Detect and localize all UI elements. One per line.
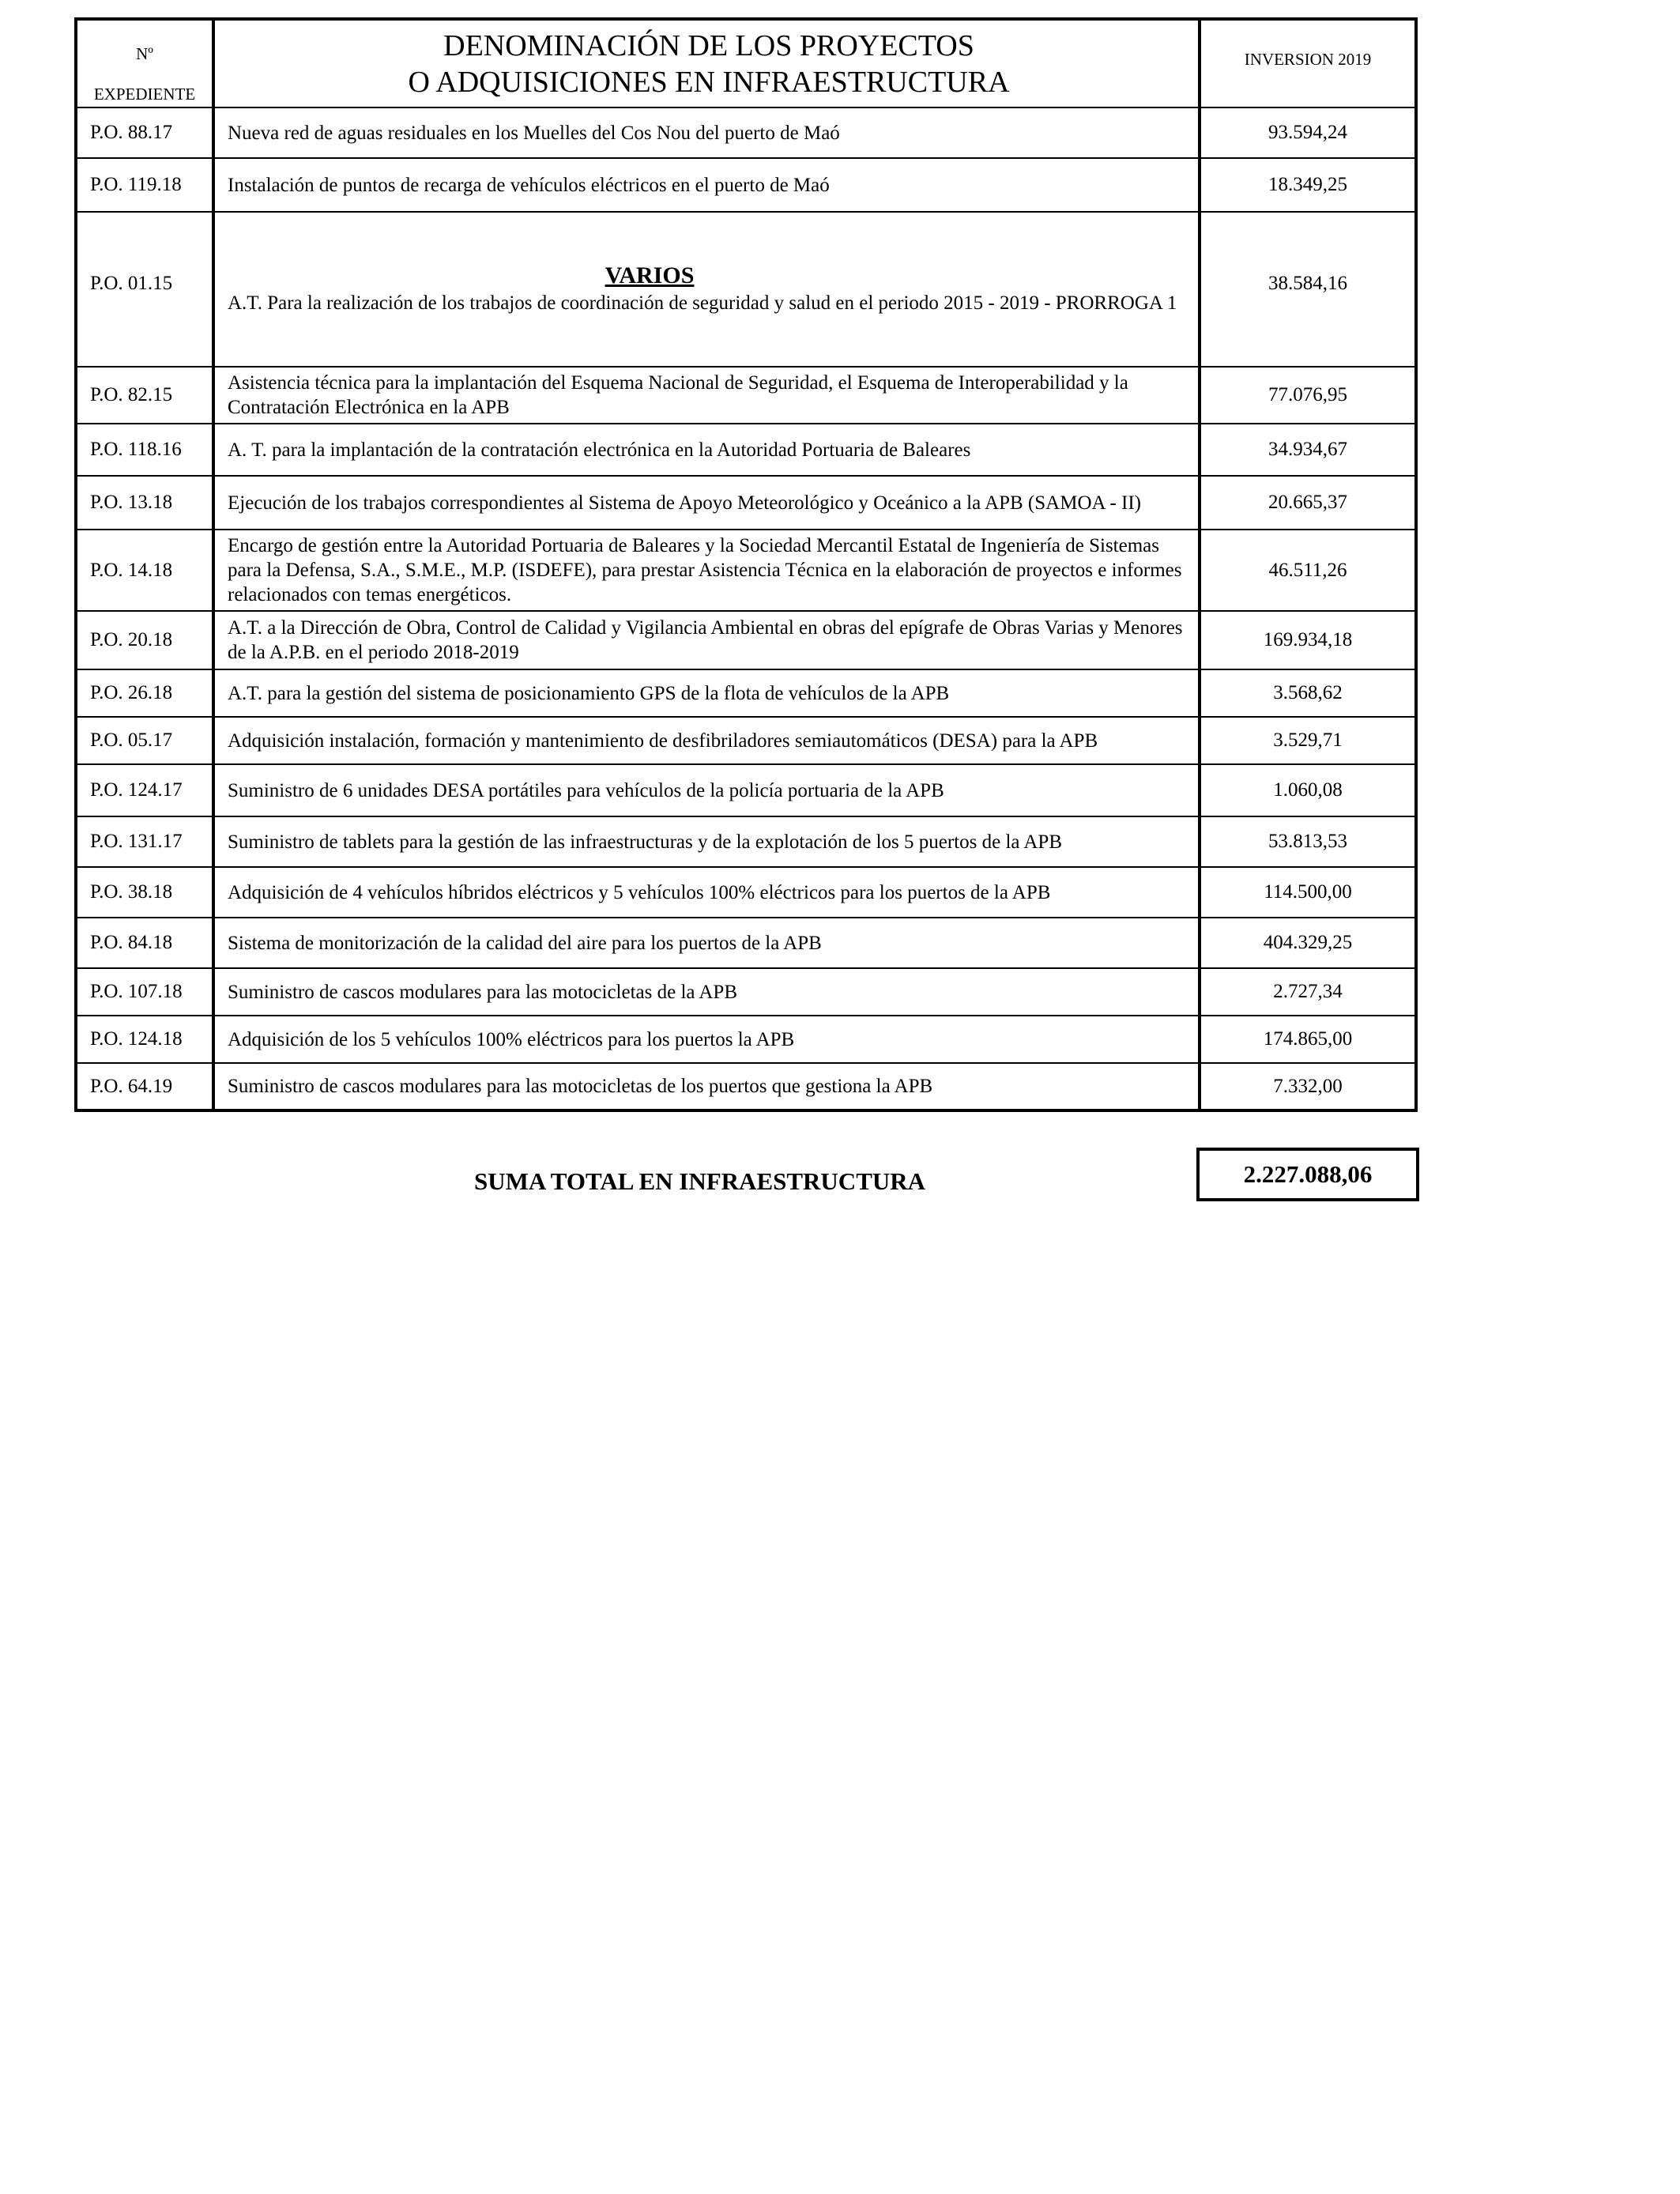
row-amount: 1.060,08 [1200,764,1416,816]
header-title-line2: O ADQUISICIONES EN INFRAESTRUCTURA [408,65,1010,99]
row-amount: 20.665,37 [1200,476,1416,530]
row-expediente: P.O. 26.18 [76,669,213,717]
row-description: Suministro de tablets para la gestión de las infraestructuras y de la explotación de los 5 puertos de la APB [213,816,1200,867]
table-row [76,424,1416,476]
row-amount: 169.934,18 [1200,611,1416,669]
row-description: Ejecución de los trabajos correspondientes al Sistema de Apoyo Meteorológico y Oceánico a la APB (SAMOA - II) [213,476,1200,530]
row-description: Encargo de gestión entre la Autoridad Portuaria de Baleares y la Sociedad Mercantil Estatal de Ingeniería de Sistemas para la Defensa, S.A., S.M.E., M.P. (ISDEFE), para prestar Asistencia Técnica en la elaboración de proyectos e informes relacionados con temas energéticos. [213,530,1200,611]
table-row [76,669,1416,717]
row-expediente: P.O. 84.18 [76,918,213,968]
row-amount: 3.568,62 [1200,669,1416,717]
row-description: A.T. para la gestión del sistema de posicionamiento GPS de la flota de vehículos de la APB [213,669,1200,717]
table-row [76,816,1416,867]
table-row [76,530,1416,611]
table-row [76,764,1416,816]
row-amount: 7.332,00 [1200,1063,1416,1110]
row-expediente: P.O. 119.18 [76,158,213,212]
row-amount: 53.813,53 [1200,816,1416,867]
varios-section-label: VARIOS [605,262,695,288]
row-amount: 93.594,24 [1200,107,1416,158]
table-row [76,867,1416,918]
row-expediente: P.O. 05.17 [76,717,213,764]
row-description: A. T. para la implantación de la contratación electrónica en la Autoridad Portuaria de Baleares [213,424,1200,476]
header-expediente-cell [76,19,213,107]
row-description: A.T. a la Dirección de Obra, Control de Calidad y Vigilancia Ambiental en obras del epígrafe de Obras Varias y Menores de la A.P.B. en el periodo 2018-2019 [213,611,1200,669]
investment-table [74,17,1418,1112]
row-description: Adquisición de 4 vehículos híbridos eléctricos y 5 vehículos 100% eléctricos para los puertos de la APB [213,867,1200,918]
row-description-text: A.T. Para la realización de los trabajos de coordinación de seguridad y salud en el periodo 2015 - 2019 - PRORROGA 1 [228,292,1177,314]
header-expediente-label: EXPEDIENTE [93,84,196,104]
row-description: Adquisición instalación, formación y mantenimiento de desfibriladores semiautomáticos (DESA) para la APB [213,717,1200,764]
row-amount: 114.500,00 [1200,867,1416,918]
row-amount: 34.934,67 [1200,424,1416,476]
varios-section-row [76,212,1416,367]
row-description: Asistencia técnica para la implantación del Esquema Nacional de Seguridad, el Esquema de Interoperabilidad y la Contratación Electrónica en la APB [213,367,1200,424]
header-title-cell [213,19,1200,107]
row-expediente: P.O. 88.17 [76,107,213,158]
row-amount: 38.584,16 [1200,212,1416,367]
header-investment-label: INVERSION 2019 [1200,19,1416,107]
total-value: 2.227.088,06 [1196,1148,1419,1201]
table-row [76,107,1416,158]
table-row [76,918,1416,968]
table-row [76,968,1416,1016]
row-description: Suministro de cascos modulares para las motocicletas de la APB [213,968,1200,1016]
row-expediente: P.O. 14.18 [76,530,213,611]
header-no-label: Nº [136,43,153,63]
row-amount: 3.529,71 [1200,717,1416,764]
row-description: Suministro de 6 unidades DESA portátiles para vehículos de la policía portuaria de la APB [213,764,1200,816]
table-row [76,1063,1416,1110]
row-expediente: P.O. 107.18 [76,968,213,1016]
table-row [76,717,1416,764]
row-expediente: P.O. 118.16 [76,424,213,476]
row-expediente: P.O. 124.18 [76,1016,213,1063]
table-header-row [76,19,1416,107]
row-description [213,212,1200,367]
table-row [76,158,1416,212]
row-expediente: P.O. 64.19 [76,1063,213,1110]
table-row [76,367,1416,424]
row-expediente: P.O. 131.17 [76,816,213,867]
table-row [76,611,1416,669]
row-description: Nueva red de aguas residuales en los Muelles del Cos Nou del puerto de Maó [213,107,1200,158]
row-expediente: P.O. 20.18 [76,611,213,669]
row-amount: 77.076,95 [1200,367,1416,424]
row-expediente: P.O. 124.17 [76,764,213,816]
row-description: Suministro de cascos modulares para las motocicletas de los puertos que gestiona la APB [213,1063,1200,1110]
row-expediente: P.O. 82.15 [76,367,213,424]
table-row [76,1016,1416,1063]
table-row [76,476,1416,530]
row-amount: 404.329,25 [1200,918,1416,968]
row-description: Adquisición de los 5 vehículos 100% eléctricos para los puertos la APB [213,1016,1200,1063]
row-amount: 174.865,00 [1200,1016,1416,1063]
row-description: Sistema de monitorización de la calidad del aire para los puertos de la APB [213,918,1200,968]
row-expediente: P.O. 13.18 [76,476,213,530]
row-amount: 18.349,25 [1200,158,1416,212]
row-expediente: P.O. 38.18 [76,867,213,918]
row-expediente: P.O. 01.15 [76,212,213,367]
row-amount: 46.511,26 [1200,530,1416,611]
row-description: Instalación de puntos de recarga de vehículos eléctricos en el puerto de Maó [213,158,1200,212]
total-label: SUMA TOTAL EN INFRAESTRUCTURA [474,1167,926,1195]
row-amount: 2.727,34 [1200,968,1416,1016]
header-title-line1: DENOMINACIÓN DE LOS PROYECTOS [443,28,974,62]
